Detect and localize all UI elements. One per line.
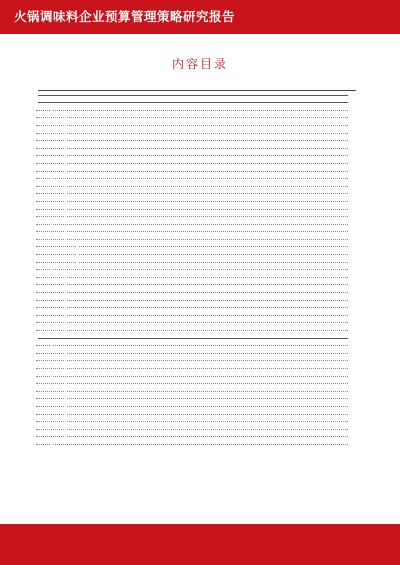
toc-leader-line bbox=[36, 158, 348, 164]
toc-entry-title bbox=[36, 98, 38, 104]
footer-tagline bbox=[30, 538, 370, 552]
toc-entry-title bbox=[64, 318, 66, 324]
toc-entry[interactable] bbox=[36, 394, 356, 402]
toc-entry[interactable] bbox=[36, 318, 356, 326]
toc-entry[interactable] bbox=[36, 439, 356, 447]
toc-entry-title bbox=[64, 401, 66, 407]
toc-entry-title bbox=[64, 272, 66, 278]
toc-leader-line bbox=[36, 265, 348, 271]
toc-leader-line bbox=[36, 371, 348, 377]
toc-leader-line bbox=[36, 128, 348, 134]
toc-entry-title bbox=[64, 136, 66, 142]
toc-entry-title bbox=[64, 128, 66, 134]
toc-entry[interactable] bbox=[36, 158, 356, 166]
toc-leader-line bbox=[36, 143, 348, 149]
toc-entry-title bbox=[64, 189, 66, 195]
toc-leader-line bbox=[36, 280, 348, 286]
toc-leader-line bbox=[36, 227, 348, 233]
toc-entry-title bbox=[64, 166, 66, 172]
toc-leader-line bbox=[36, 151, 348, 157]
toc-leader-line bbox=[36, 379, 348, 385]
toc-leader-line bbox=[36, 174, 348, 180]
toc-entry-title bbox=[36, 90, 38, 96]
toc-entry[interactable] bbox=[36, 325, 356, 333]
toc-entry[interactable] bbox=[36, 341, 356, 349]
toc-entry-title bbox=[64, 287, 66, 293]
toc-entry[interactable] bbox=[36, 151, 356, 159]
toc-leader-line bbox=[36, 417, 348, 423]
toc-entry-title bbox=[36, 333, 38, 339]
toc-entry-title bbox=[50, 371, 52, 377]
toc-entry[interactable] bbox=[36, 287, 356, 295]
toc-entry-title bbox=[64, 417, 66, 423]
toc-leader-line bbox=[36, 196, 348, 202]
toc-entry[interactable] bbox=[36, 371, 356, 379]
toc-leader-line bbox=[36, 181, 348, 187]
toc-leader-line bbox=[36, 303, 348, 309]
toc-entry-title bbox=[50, 265, 52, 271]
toc-leader-line bbox=[36, 105, 348, 111]
header-bar bbox=[0, 0, 400, 34]
toc-leader-line bbox=[36, 348, 348, 354]
toc-leader-line bbox=[36, 90, 348, 96]
toc-entry[interactable] bbox=[36, 417, 356, 425]
toc-entry[interactable] bbox=[36, 249, 356, 257]
toc-entry-title bbox=[64, 310, 66, 316]
toc-entry-title bbox=[64, 158, 66, 164]
toc-entry-title bbox=[76, 249, 78, 255]
toc-entry-title bbox=[64, 113, 66, 119]
toc-entry-title bbox=[64, 379, 66, 385]
toc-entry[interactable] bbox=[36, 257, 356, 265]
toc-entry-title bbox=[64, 204, 66, 210]
toc-entry[interactable] bbox=[36, 212, 356, 220]
toc-entry-title bbox=[64, 424, 66, 430]
toc-entry-title bbox=[64, 303, 66, 309]
toc-leader-line bbox=[36, 120, 348, 126]
toc-leader-line bbox=[36, 98, 348, 104]
toc-entry[interactable] bbox=[36, 242, 356, 250]
toc-entry[interactable] bbox=[36, 379, 356, 387]
toc-leader-line bbox=[36, 333, 348, 339]
toc-leader-line bbox=[36, 113, 348, 119]
toc-entry-title bbox=[64, 151, 66, 157]
toc-entry[interactable] bbox=[36, 128, 356, 136]
toc-entry[interactable] bbox=[36, 204, 356, 212]
toc-entry[interactable] bbox=[36, 234, 356, 242]
toc-entry-title bbox=[76, 242, 78, 248]
toc-entry-title bbox=[50, 174, 52, 180]
toc-leader-line bbox=[36, 257, 348, 263]
toc-leader-line bbox=[36, 234, 348, 240]
toc-entry[interactable] bbox=[36, 105, 356, 113]
toc-entry[interactable] bbox=[36, 432, 356, 440]
toc-entry-title bbox=[64, 227, 66, 233]
toc-leader-line bbox=[36, 432, 348, 438]
toc-entry-title bbox=[64, 348, 66, 354]
toc-entry[interactable] bbox=[36, 227, 356, 235]
toc-entry[interactable] bbox=[36, 386, 356, 394]
toc-leader-line bbox=[36, 341, 348, 347]
toc-leader-line bbox=[36, 212, 348, 218]
toc-entry[interactable] bbox=[36, 219, 356, 227]
toc-leader-line bbox=[36, 136, 348, 142]
toc-leader-line bbox=[36, 386, 348, 392]
toc-entry[interactable] bbox=[36, 348, 356, 356]
toc-entry-title bbox=[64, 363, 66, 369]
toc-entry-title bbox=[64, 432, 66, 438]
toc-entry[interactable] bbox=[36, 363, 356, 371]
toc-entry[interactable] bbox=[36, 90, 356, 98]
toc-leader-line bbox=[36, 242, 348, 248]
toc-heading: 内容目录 bbox=[171, 57, 228, 71]
toc-leader-line bbox=[36, 295, 348, 301]
report-title: 火锅调味料企业预算管理策略研究报告 bbox=[14, 9, 236, 24]
toc-entry-title bbox=[50, 105, 52, 111]
toc-leader-line bbox=[36, 363, 348, 369]
toc-entry-title bbox=[64, 181, 66, 187]
toc-entry[interactable] bbox=[36, 272, 356, 280]
toc-leader-line bbox=[36, 287, 348, 293]
toc-entry[interactable] bbox=[36, 310, 356, 318]
toc-entry[interactable] bbox=[36, 143, 356, 151]
toc-entry[interactable] bbox=[36, 136, 356, 144]
toc-entry[interactable] bbox=[36, 189, 356, 197]
toc-entry-title bbox=[76, 257, 78, 263]
toc-leader-line bbox=[36, 272, 348, 278]
toc-entry[interactable] bbox=[36, 401, 356, 409]
toc-leader-line bbox=[36, 401, 348, 407]
footer-bar bbox=[0, 524, 400, 565]
toc-entry-title bbox=[64, 394, 66, 400]
toc-entry[interactable] bbox=[36, 120, 356, 128]
toc-entry[interactable] bbox=[36, 409, 356, 417]
toc-entry[interactable] bbox=[36, 181, 356, 189]
toc-leader-line bbox=[36, 439, 348, 445]
toc-entry[interactable] bbox=[36, 424, 356, 432]
toc-entry-title bbox=[50, 341, 52, 347]
toc-entry[interactable] bbox=[36, 166, 356, 174]
toc-entry[interactable] bbox=[36, 174, 356, 182]
toc-entry[interactable] bbox=[36, 196, 356, 204]
toc-leader-line bbox=[36, 394, 348, 400]
toc-entry-title bbox=[64, 280, 66, 286]
toc-entry-title bbox=[64, 356, 66, 362]
toc-entry-title bbox=[64, 143, 66, 149]
toc-entry-title bbox=[64, 212, 66, 218]
toc-leader-line bbox=[36, 166, 348, 172]
toc-entry-title bbox=[64, 409, 66, 415]
toc-entry[interactable] bbox=[36, 295, 356, 303]
toc-leader-line bbox=[36, 325, 348, 331]
toc-leader-line bbox=[36, 310, 348, 316]
toc-leader-line bbox=[36, 409, 348, 415]
toc-entry[interactable] bbox=[36, 113, 356, 121]
toc-entry-title bbox=[64, 295, 66, 301]
toc-entry-title bbox=[64, 196, 66, 202]
toc-leader-line bbox=[36, 249, 348, 255]
toc-entry-title bbox=[50, 219, 52, 225]
toc-list bbox=[36, 90, 356, 447]
toc-entry-title bbox=[64, 234, 66, 240]
toc-leader-line bbox=[36, 424, 348, 430]
toc-entry[interactable] bbox=[36, 265, 356, 273]
toc-entry[interactable] bbox=[36, 280, 356, 288]
toc-entry-title bbox=[64, 120, 66, 126]
toc-entry-title bbox=[50, 439, 52, 445]
toc-entry[interactable] bbox=[36, 333, 356, 341]
toc-entry[interactable] bbox=[36, 98, 356, 106]
toc-leader-line bbox=[36, 204, 348, 210]
toc-leader-line bbox=[36, 318, 348, 324]
toc-entry[interactable] bbox=[36, 303, 356, 311]
toc-entry-title bbox=[64, 325, 66, 331]
toc-leader-line bbox=[36, 189, 348, 195]
toc-entry-title bbox=[64, 386, 66, 392]
toc-leader-line bbox=[36, 219, 348, 225]
toc-leader-line bbox=[36, 356, 348, 362]
toc-entry[interactable] bbox=[36, 356, 356, 364]
